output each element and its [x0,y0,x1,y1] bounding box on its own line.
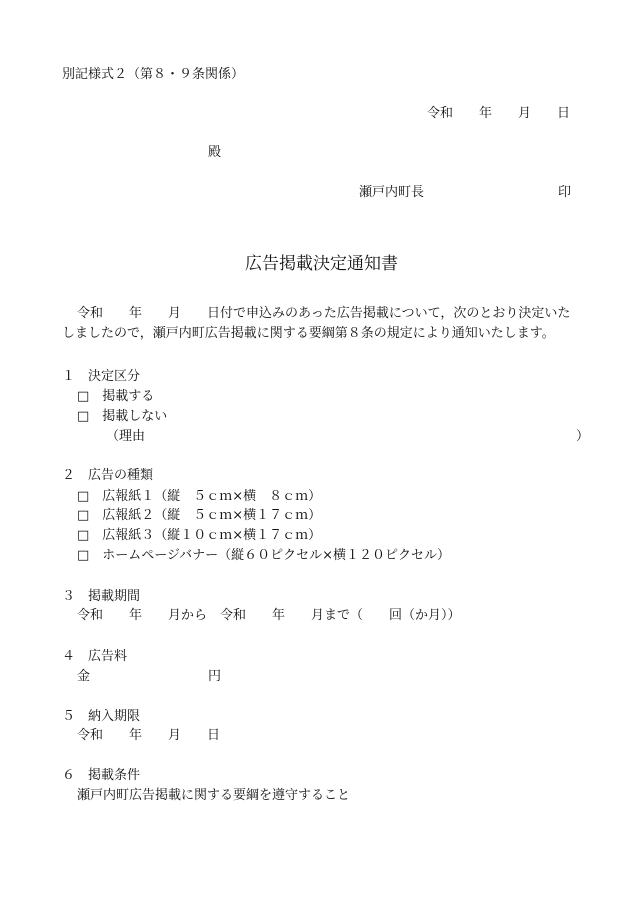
period-line: 令和 年 月から 令和 年 月まで（ 回（か月）） [77,608,461,623]
section-4-heading: ４ 広告料 [62,649,128,664]
form-label: 別記様式２（第８・９条関係） [62,67,245,82]
decision-option-publish: □ 掲載する [77,389,155,404]
section-5-heading: ５ 納入期限 [62,709,141,724]
body-line-2: しましたので，瀬戸内町広告掲載に関する要綱第８条の規定により通知いたします。 [62,326,555,341]
document-title: 広告掲載決定通知書 [245,254,398,274]
conditions-line: 瀬戸内町広告掲載に関する要綱を遵守すること [77,788,351,803]
section-1-heading: １ 決定区分 [62,369,141,384]
issuer: 瀬戸内町長 [359,185,425,200]
ad-type-option-2: □ 広報紙２（縦 ５ｃｍ×横１７ｃｍ） [77,508,322,523]
reason-close: ） [576,429,590,444]
fee-prefix: 金 [77,669,91,684]
ad-type-option-3: □ 広報紙３（縦１０ｃｍ×横１７ｃｍ） [77,528,322,543]
addressee-suffix: 殿 [208,145,222,160]
section-3-heading: ３ 掲載期間 [62,589,141,604]
deadline-line: 令和 年 月 日 [77,728,221,743]
ad-type-option-4: □ ホームページバナー（縦６０ピクセル×横１２０ピクセル） [77,548,451,563]
section-6-heading: ６ 掲載条件 [62,768,141,783]
seal-mark: 印 [558,185,572,200]
ad-type-option-1: □ 広報紙１（縦 ５ｃｍ×横 ８ｃｍ） [77,489,322,504]
fee-unit: 円 [208,669,222,684]
body-line-1: 令和 年 月 日付で申込みのあった広告掲載について，次のとおり決定いた [77,306,571,321]
date-line: 令和 年 月 日 [427,106,571,121]
section-2-heading: ２ 広告の種類 [62,468,154,483]
decision-option-reject: □ 掲載しない [77,409,168,424]
reason-open: （理由 [106,429,146,444]
